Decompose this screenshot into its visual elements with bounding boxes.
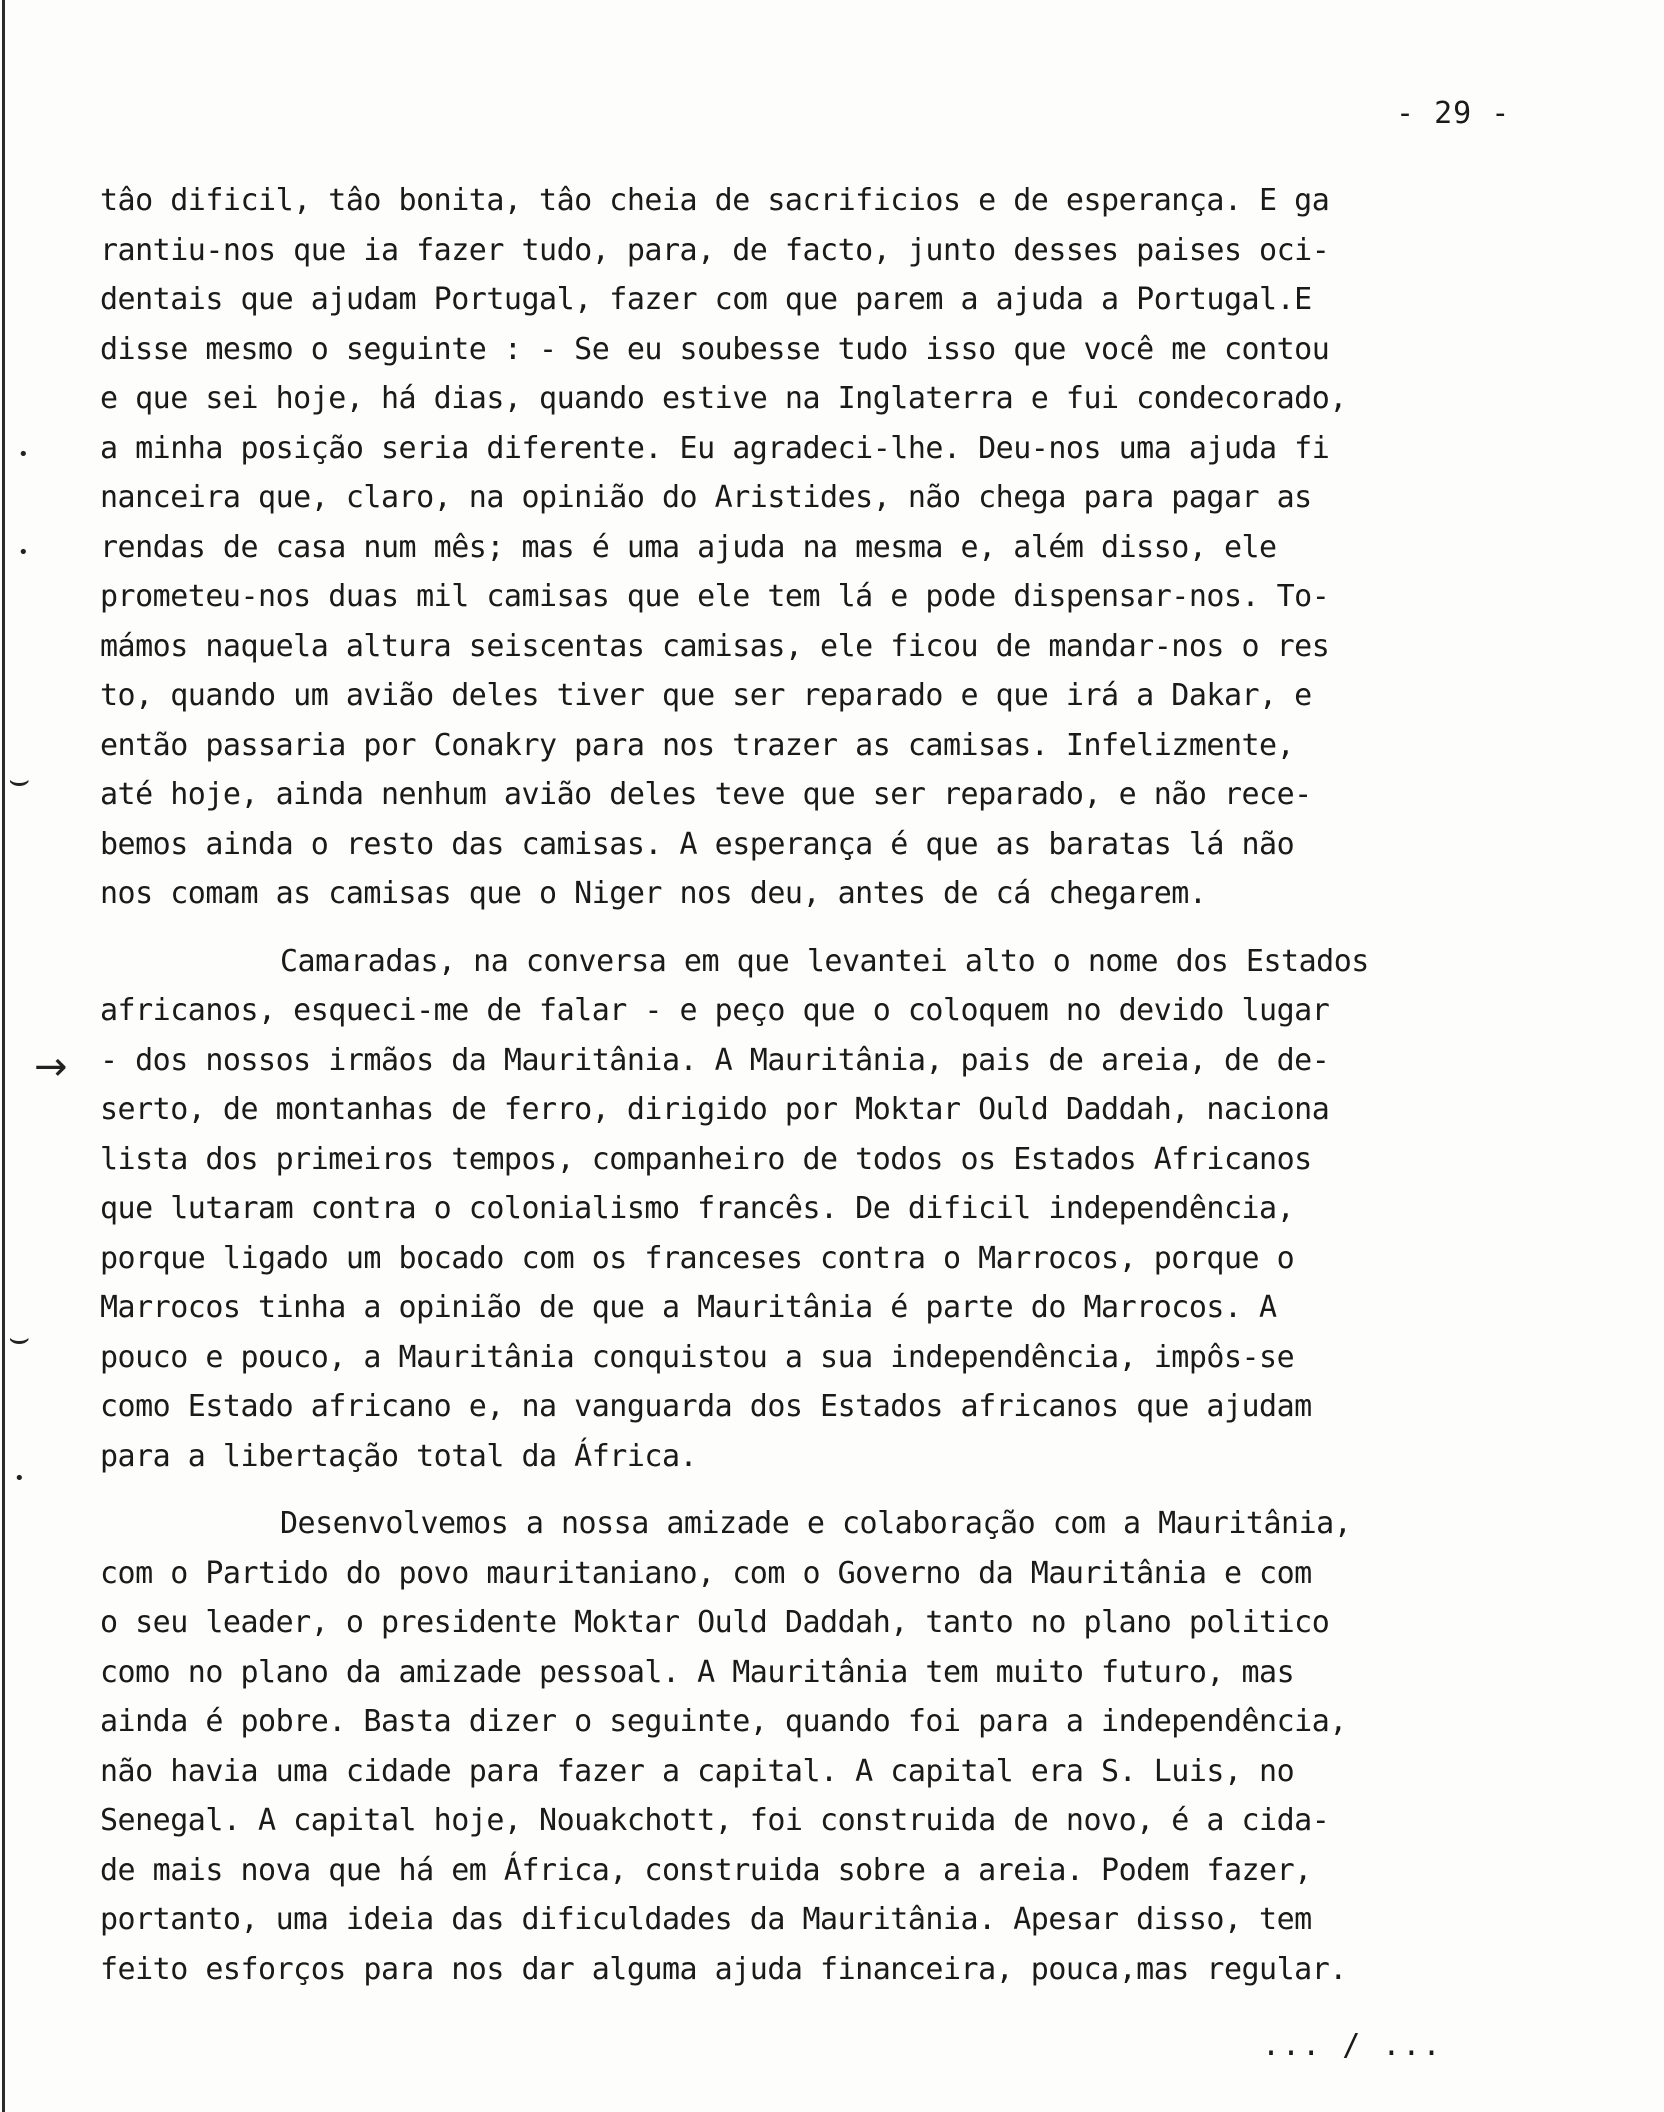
text-line: africanos, esqueci-me de falar - e peço que o coloquem no devido lugar <box>100 993 1330 1028</box>
text-line: dentais que ajudam Portugal, fazer com que parem a ajuda a Portugal.E <box>100 282 1312 317</box>
text-line: até hoje, ainda nenhum avião deles teve que ser reparado, e não rece- <box>100 777 1312 812</box>
text-line: de mais nova que há em África, construida sobre a areia. Podem fazer, <box>100 1852 1312 1888</box>
text-line: mámos naquela altura seiscentas camisas, ele ficou de mandar-nos o res <box>100 628 1330 664</box>
text-line: rendas de casa num mês; mas é uma ajuda na mesma e, além disso, ele <box>100 529 1277 565</box>
text-line: Desenvolvemos a nossa amizade e colaboração com a Mauritânia, <box>280 1506 1352 1541</box>
text-line: to, quando um avião deles tiver que ser reparado e que irá a Dakar, e <box>100 678 1312 713</box>
text-line: pouco e pouco, a Mauritânia conquistou a sua independência, impôs-se <box>100 1339 1295 1375</box>
text-line: feito esforços para nos dar alguma ajuda financeira, pouca,mas regular. <box>100 1951 1347 1987</box>
text-line: com o Partido do povo mauritaniano, com o Governo da Mauritânia e com <box>100 1555 1312 1591</box>
text-line: tâo dificil, tâo bonita, tâo cheia de sacrificios e de esperança. E ga <box>100 183 1330 218</box>
text-line: não havia uma cidade para fazer a capital. A capital era S. Luis, no <box>100 1753 1295 1789</box>
text-line: lista dos primeiros tempos, companheiro de todos os Estados Africanos <box>100 1141 1312 1177</box>
text-line: Camaradas, na conversa em que levantei alto o nome dos Estados <box>280 943 1369 979</box>
margin-arrow-mark: → <box>34 1044 68 1090</box>
text-line: serto, de montanhas de ferro, dirigido por Moktar Ould Daddah, naciona <box>100 1092 1330 1127</box>
margin-tick-mark: ⌣ <box>8 760 31 800</box>
text-line: como Estado africano e, na vanguarda dos Estados africanos que ajudam <box>100 1389 1312 1424</box>
text-line: o seu leader, o presidente Moktar Ould Daddah, tanto no plano politico <box>100 1605 1330 1640</box>
text-line: disse mesmo o seguinte : - Se eu soubesse tudo isso que você me contou <box>100 331 1330 367</box>
paragraph <box>100 176 1580 919</box>
margin-dot-mark: • <box>14 1468 25 1489</box>
text-line: então passaria por Conakry para nos trazer as camisas. Infelizmente, <box>100 727 1295 763</box>
text-line: ainda é pobre. Basta dizer o seguinte, quando foi para a independência, <box>100 1704 1347 1739</box>
text-line: que lutaram contra o colonialismo francês. De dificil independência, <box>100 1191 1295 1226</box>
text-line: rantiu-nos que ia fazer tudo, para, de facto, junto desses paises oci- <box>100 232 1330 268</box>
text-line: prometeu-nos duas mil camisas que ele tem lá e pode dispensar-nos. To- <box>100 579 1330 614</box>
text-line: porque ligado um bocado com os franceses contra o Marrocos, porque o <box>100 1240 1295 1276</box>
text-line: para a libertação total da África. <box>100 1438 698 1474</box>
text-line: e que sei hoje, há dias, quando estive na Inglaterra e fui condecorado, <box>100 381 1347 416</box>
margin-dot-mark: • <box>18 444 29 465</box>
margin-tick-mark: ⌣ <box>8 1318 31 1358</box>
text-line: nanceira que, claro, na opinião do Aristides, não chega para pagar as <box>100 480 1312 515</box>
document-body <box>100 176 1580 1994</box>
page-number: - 29 - <box>1396 96 1511 131</box>
text-line: portanto, uma ideia das dificuldades da Mauritânia. Apesar disso, tem <box>100 1902 1312 1937</box>
margin-dot-mark: • <box>18 542 29 563</box>
text-line: - dos nossos irmãos da Mauritânia. A Mauritânia, pais de areia, de de- <box>100 1042 1330 1078</box>
page-left-edge <box>2 0 5 2112</box>
paragraph <box>100 937 1580 1482</box>
text-line: bemos ainda o resto das camisas. A esperança é que as baratas lá não <box>100 826 1295 862</box>
paragraph <box>100 1499 1580 1994</box>
text-line: nos comam as camisas que o Niger nos deu, antes de cá chegarem. <box>100 876 1207 911</box>
text-line: Marrocos tinha a opinião de que a Mauritânia é parte do Marrocos. A <box>100 1290 1277 1325</box>
text-line: a minha posição seria diferente. Eu agradeci-lhe. Deu-nos uma ajuda fi <box>100 430 1330 466</box>
text-line: Senegal. A capital hoje, Nouakchott, foi construida de novo, é a cida- <box>100 1803 1330 1838</box>
paragraph-gap <box>100 919 1580 937</box>
continuation-marker: ... / ... <box>1262 2028 1443 2063</box>
text-line: como no plano da amizade pessoal. A Mauritânia tem muito futuro, mas <box>100 1654 1295 1690</box>
paragraph-gap <box>100 1481 1580 1499</box>
